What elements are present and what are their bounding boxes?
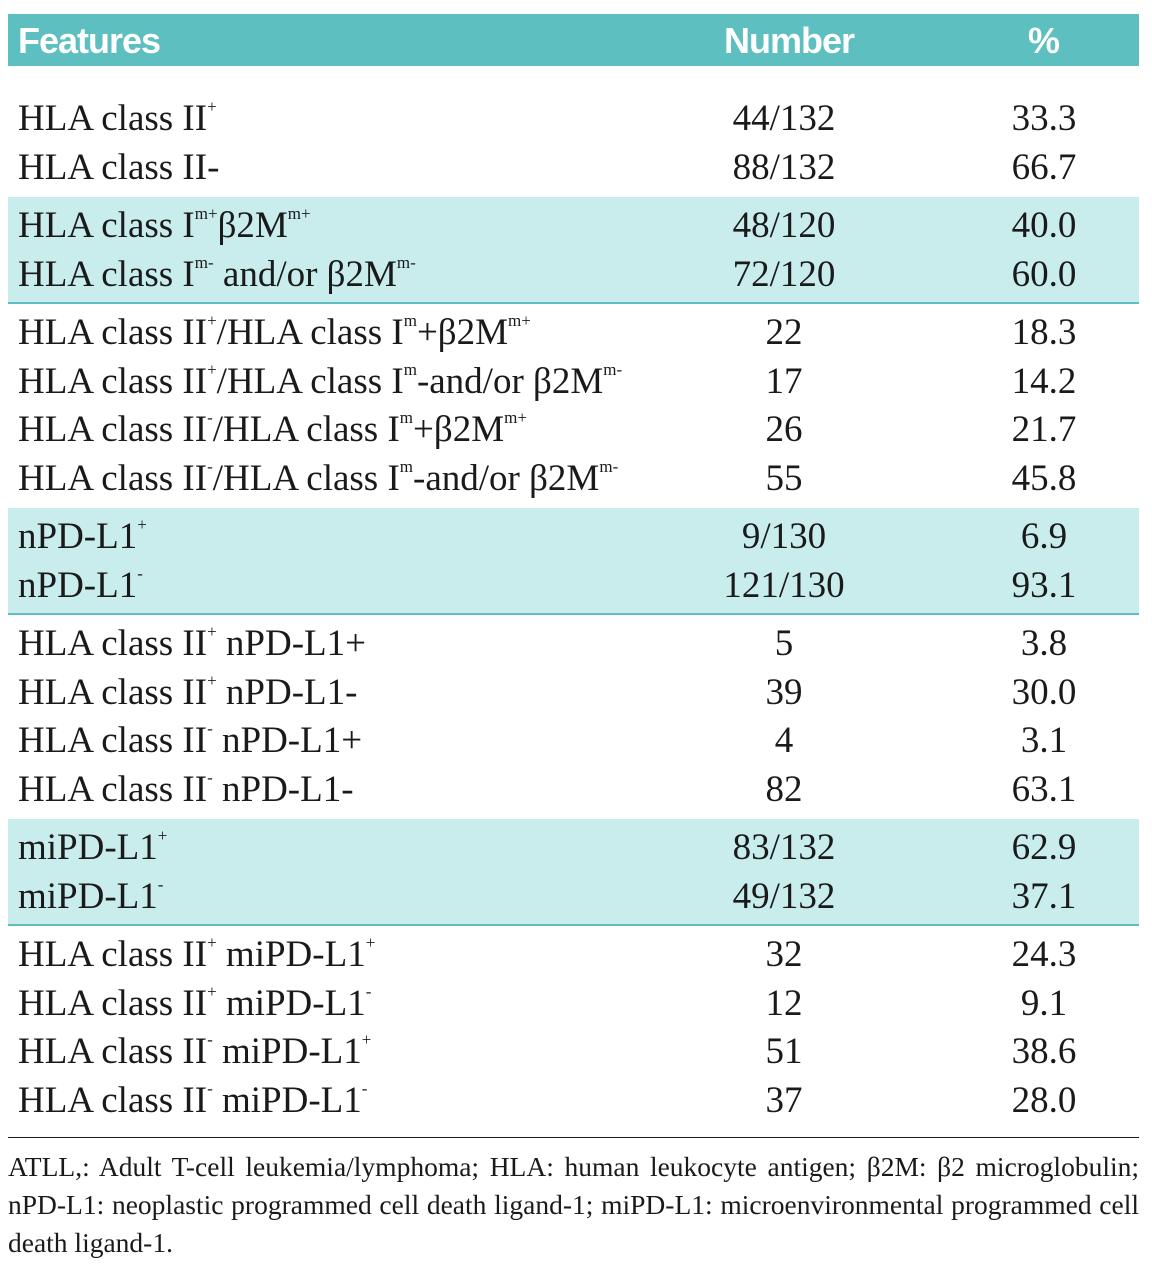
feature-text: +β2M <box>416 312 509 353</box>
feature-text: HLA class II <box>18 1031 208 1072</box>
feature-text: nPD-L1- <box>212 768 354 810</box>
percent-cell: 9.1 <box>1020 982 1068 1024</box>
table-row <box>8 619 1139 668</box>
table-header <box>8 14 1139 66</box>
percent-cell: 62.9 <box>1011 827 1077 868</box>
percent-cell: 3.8 <box>1020 623 1068 664</box>
feature-text: miPD-L1 <box>18 875 158 917</box>
feature-superscript: - <box>207 767 213 787</box>
table-row <box>8 823 1139 872</box>
feature-superscript: + <box>207 359 217 379</box>
feature-cell <box>18 204 311 247</box>
feature-superscript: + <box>361 1030 372 1049</box>
table-body <box>8 66 1139 1130</box>
table-row <box>8 872 1139 921</box>
feature-text: HLA class II <box>18 457 208 499</box>
number-cell: 22 <box>765 312 803 353</box>
feature-text: HLA class II <box>18 982 208 1024</box>
feature-superscript: + <box>207 622 217 641</box>
feature-superscript: + <box>207 670 217 690</box>
table-row <box>8 357 1139 406</box>
feature-text: /HLA class I <box>216 360 404 402</box>
feature-superscript: - <box>207 408 213 427</box>
feature-cell <box>18 982 371 1025</box>
header-features: Features <box>18 20 161 61</box>
number-cell: 12 <box>765 982 803 1024</box>
percent-cell: 38.6 <box>1011 1031 1077 1072</box>
percent-cell: 60.0 <box>1011 253 1077 295</box>
feature-text: nPD-L1- <box>216 671 358 713</box>
feature-text: HLA class II <box>18 1079 208 1121</box>
row-group <box>8 615 1139 819</box>
header-number: Number <box>724 20 855 61</box>
feature-cell <box>18 826 167 869</box>
feature-superscript: - <box>365 981 372 1001</box>
percent-cell: 45.8 <box>1011 457 1077 499</box>
number-cell: 55 <box>765 457 803 499</box>
percent-cell: 93.1 <box>1011 564 1077 606</box>
feature-text: and/or β2M <box>213 253 397 295</box>
number-cell: 5 <box>774 623 794 664</box>
table-row <box>8 561 1139 610</box>
feature-cell <box>18 457 618 500</box>
feature-superscript: m+ <box>287 204 311 223</box>
feature-cell <box>18 768 354 811</box>
feature-superscript: + <box>207 981 217 1001</box>
feature-superscript: + <box>207 311 217 330</box>
percent-cell: 6.9 <box>1020 516 1068 557</box>
feature-cell <box>18 564 143 607</box>
feature-superscript: - <box>137 563 143 583</box>
feature-superscript: + <box>157 826 168 845</box>
feature-text: HLA class I <box>18 253 195 295</box>
feature-text: nPD-L1 <box>18 564 138 606</box>
feature-superscript: m+ <box>504 408 527 427</box>
feature-superscript: m- <box>603 359 623 379</box>
feature-superscript: m- <box>194 252 214 272</box>
percent-cell: 37.1 <box>1011 875 1077 917</box>
number-cell: 121/130 <box>723 564 845 606</box>
feature-superscript: m <box>403 359 417 379</box>
feature-superscript: m+ <box>508 311 531 330</box>
feature-text: /HLA class I <box>212 457 400 499</box>
number-cell: 39 <box>765 671 803 713</box>
feature-superscript: + <box>137 515 147 534</box>
number-cell: 9/130 <box>741 516 827 557</box>
percent-cell: 28.0 <box>1011 1079 1077 1121</box>
number-cell: 4 <box>774 720 794 761</box>
percent-cell: 40.0 <box>1011 205 1077 246</box>
feature-text: /HLA class I <box>216 312 404 353</box>
number-cell: 32 <box>765 934 803 975</box>
feature-superscript: m <box>403 311 417 330</box>
feature-cell <box>18 408 527 451</box>
feature-text: miPD-L1 <box>212 1079 362 1121</box>
table-row <box>8 1076 1139 1125</box>
table-row <box>8 930 1139 979</box>
number-cell: 17 <box>765 360 803 402</box>
feature-text: HLA class II <box>18 360 208 402</box>
feature-cell <box>18 360 622 403</box>
feature-cell <box>18 671 357 714</box>
feature-text: miPD-L1 <box>216 982 366 1024</box>
feature-text: HLA class II <box>18 409 208 450</box>
table-footnote: ATLL,: Adult T-cell leukemia/lymphoma; HLA: human leukocyte antigen; β2M: β2 microglobulin; nPD-L1: neoplastic programmed cell death ligand-1; miPD-L1: microenvironmental programmed cell death ligand-1. <box>8 1151 1139 1258</box>
feature-superscript: - <box>207 719 213 738</box>
row-group <box>8 197 1139 304</box>
feature-text: nPD-L1+ <box>216 623 367 664</box>
table-row <box>8 405 1139 454</box>
feature-cell <box>18 515 147 558</box>
feature-text: HLA class II <box>18 934 208 975</box>
feature-cell <box>18 1079 367 1122</box>
feature-cell <box>18 719 362 762</box>
number-cell: 72/120 <box>732 253 836 295</box>
number-cell: 83/132 <box>732 827 836 868</box>
table-row <box>8 716 1139 765</box>
feature-text: HLA class II <box>18 623 208 664</box>
table-row <box>8 979 1139 1028</box>
table-row <box>8 94 1139 143</box>
row-group <box>8 66 1139 197</box>
number-cell: 88/132 <box>732 146 836 188</box>
number-cell: 48/120 <box>732 205 836 246</box>
table-row <box>8 201 1139 250</box>
feature-superscript: + <box>365 933 376 952</box>
table-row <box>8 308 1139 357</box>
feature-text: -and/or β2M <box>416 360 604 402</box>
feature-superscript: - <box>207 1030 213 1049</box>
feature-superscript: + <box>207 97 217 116</box>
feature-cell <box>18 146 219 189</box>
feature-superscript: - <box>157 874 164 894</box>
percent-cell: 30.0 <box>1011 671 1077 713</box>
feature-cell <box>18 253 416 296</box>
feature-cell <box>18 933 375 976</box>
feature-cell <box>18 622 366 665</box>
feature-superscript: m <box>399 456 414 476</box>
percent-cell: 33.3 <box>1011 98 1077 139</box>
feature-text: HLA class II- <box>18 146 220 188</box>
percent-cell: 3.1 <box>1020 720 1068 761</box>
percent-cell: 24.3 <box>1011 934 1077 975</box>
feature-text: HLA class II <box>18 98 208 139</box>
percent-cell: 63.1 <box>1011 768 1077 810</box>
row-group <box>8 508 1139 615</box>
feature-superscript: - <box>207 1078 213 1098</box>
feature-text: nPD-L1 <box>18 516 138 557</box>
table-row <box>8 765 1139 814</box>
header-percent: % <box>1028 20 1060 61</box>
number-cell: 51 <box>765 1031 803 1072</box>
feature-cell <box>18 1030 371 1073</box>
table-row <box>8 1027 1139 1076</box>
table-row <box>8 250 1139 299</box>
number-cell: 44/132 <box>732 98 836 139</box>
row-group <box>8 304 1139 508</box>
row-group <box>8 926 1139 1130</box>
percent-cell: 18.3 <box>1011 312 1077 353</box>
number-cell: 26 <box>765 409 803 450</box>
feature-superscript: - <box>207 456 213 476</box>
feature-text: HLA class II <box>18 720 208 761</box>
number-cell: 82 <box>765 768 803 810</box>
feature-text: miPD-L1 <box>212 1031 362 1072</box>
feature-text: nPD-L1+ <box>212 720 363 761</box>
table-row <box>8 454 1139 503</box>
number-cell: 37 <box>765 1079 803 1121</box>
row-group <box>8 819 1139 926</box>
percent-cell: 66.7 <box>1011 146 1077 188</box>
feature-text: miPD-L1 <box>18 827 158 868</box>
data-table <box>8 14 1139 1130</box>
feature-superscript: m- <box>396 252 416 272</box>
feature-text: HLA class I <box>18 205 195 246</box>
feature-text: /HLA class I <box>212 409 400 450</box>
table-row <box>8 668 1139 717</box>
feature-superscript: m <box>399 408 414 427</box>
feature-text: +β2M <box>413 409 505 450</box>
number-cell: 49/132 <box>732 875 836 917</box>
percent-cell: 14.2 <box>1011 360 1077 402</box>
table-row <box>8 143 1139 192</box>
feature-cell <box>18 311 531 354</box>
table-row <box>8 512 1139 561</box>
feature-text: HLA class II <box>18 671 208 713</box>
feature-text: HLA class II <box>18 312 208 353</box>
feature-superscript: m- <box>599 456 619 476</box>
feature-cell <box>18 875 163 918</box>
feature-text: miPD-L1 <box>216 934 366 975</box>
table-bottom-rule <box>8 1137 1139 1138</box>
feature-text: β2M <box>217 205 288 246</box>
feature-text: -and/or β2M <box>413 457 600 499</box>
feature-cell <box>18 97 217 140</box>
feature-superscript: m+ <box>194 204 218 223</box>
feature-text: HLA class II <box>18 768 208 810</box>
percent-cell: 21.7 <box>1011 409 1077 450</box>
feature-superscript: - <box>361 1078 368 1098</box>
feature-superscript: + <box>207 933 217 952</box>
